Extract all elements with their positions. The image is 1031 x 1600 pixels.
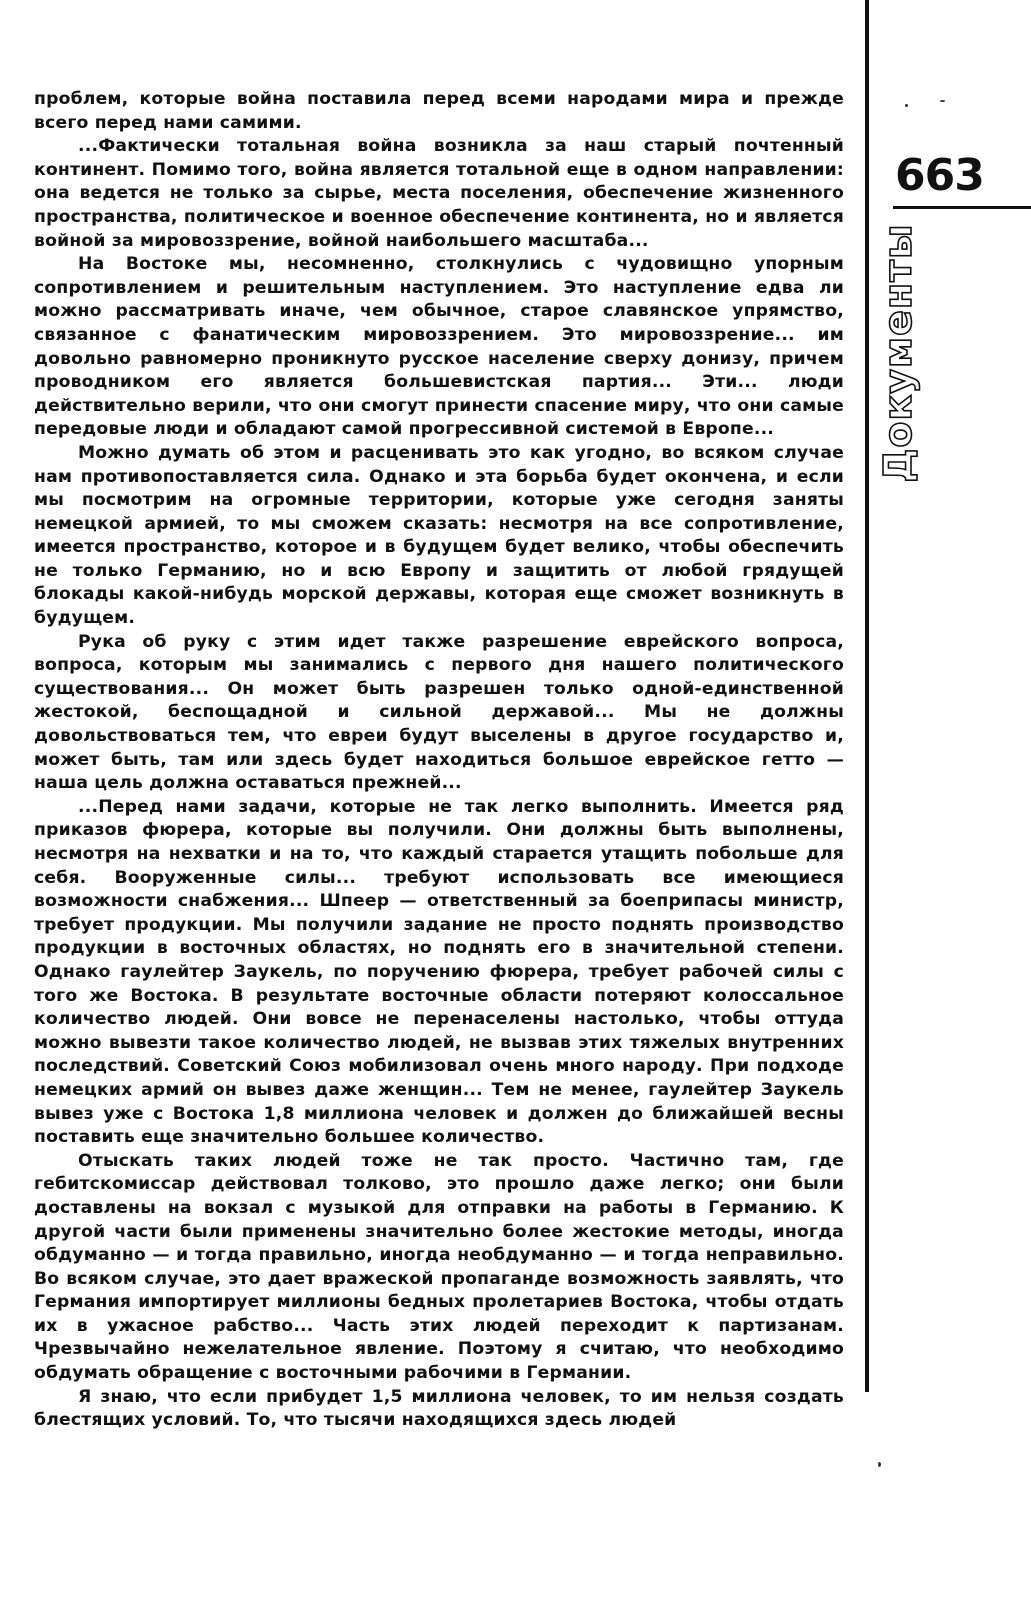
section-label (868, 223, 928, 483)
paragraph: Я знаю, что если прибудет 1,5 миллиона человек, то им нельзя создать блестящих условий. То, что тысячи находящихся здесь людей (34, 1386, 844, 1431)
section-label-text: Документы (876, 223, 920, 483)
page-number: 663 (895, 150, 984, 201)
paragraph: ...Фактически тотальная война возникла за наш старый почтенный континент. Помимо того, война является тотальной еще в одном направлении: она ведется не только за сырье, места поселения, обеспечение жизненного пространства, политическое и военное обеспечение континента, но и является войной за мировоззрение, войной наибольшего масштаба... (34, 136, 844, 251)
paragraph: Можно думать об этом и расценивать это как угодно, во всяком случае нам противопоставляется сила. Однако и эта борьба будет окончена, и если мы посмотрим на огромные территории, которые уже сегодня заняты немецкой армией, то мы сможем сказать: несмотря на все сопротивление, имеется пространство, которое и в будущем будет велико, чтобы обеспечить не только Германию, но и всю Европу и защитить от любой грядущей блокады какой-нибудь морской державы, которая еще сможет возникнуть в будущем. (34, 442, 844, 629)
paragraph: Отыскать таких людей тоже не так просто. Частично там, где гебитскомиссар действовал толково, это прошло даже легко; они были доставлены на вокзал с музыкой для отправки на работы в Германию. К другой части были применены значительно более жестокие методы, иногда обдуманно — и тогда правильно, иногда необдуманно — и тогда неправильно. Во всяком случае, это дает вражеской пропаганде возможность заявлять, что Германия импортирует миллионы бедных пролетариев Востока, чтобы отдать их в ужасное рабство... Часть этих людей переходит к партизанам. Чрезвычайно нежелательное явление. Поэтому я считаю, что необходимо обдумать обращение с восточными рабочими в Германии. (34, 1150, 844, 1384)
paragraph: Рука об руку с этим идет также разрешение еврейского вопроса, вопроса, которым мы занимались с первого дня нашего политического существования... Он может быть разрешен только одной-единственной жестокой, беспощадной и сильной державой... Мы не должны довольствоваться тем, что евреи будут выселены в другое государство и, может быть, там или здесь будет находиться большое еврейское гетто — наша цель должна оставаться прежней... (34, 631, 844, 794)
print-speck (878, 1462, 881, 1467)
page-number-rule (893, 206, 1031, 209)
print-speck (940, 100, 945, 102)
paragraph: проблем, которые война поставила перед всеми народами мира и прежде всего перед нами самими. (34, 89, 844, 133)
paragraph: На Востоке мы, несомненно, столкнулись с чудовищно упорным сопротивлением и решительным наступлением. Это наступление едва ли можно рассматривать иначе, чем обычное, старое славянское упрямство, связанное с фанатическим мировоззрением. Это мировоззрение... им довольно равномерно проникнуто русское население сверху донизу, причем проводником его является большевистская партия... Эти... люди действительно верили, что они смогут принести спасение миру, что они самые передовые люди и обладают самой прогрессивной системой в Европе... (34, 254, 844, 440)
margin-vertical-rule (865, 0, 869, 1392)
print-speck (905, 104, 908, 107)
document-body (34, 88, 844, 1433)
paragraph: ...Перед нами задачи, которые не так легко выполнить. Имеется ряд приказов фюрера, которые вы получили. Они должны быть выполнены, несмотря на нехватки и на то, что каждый старается утащить побольше для себя. Вооруженные силы... требуют использовать все имеющиеся возможности снабжения... Шпеер — ответственный за боеприпасы министр, требует продукции. Мы получили задание не просто поднять производство продукции в восточных областях, но поднять его в значительной степени. Однако гаулейтер Заукель, по поручению фюрера, требует рабочей силы с того же Востока. В результате восточные области потеряют колоссальное количество людей. Они вовсе не перенаселены настолько, чтобы оттуда можно вывезти такое количество людей, не вызвав этих тяжелых внутренних последствий. Советский Союз мобилизовал очень много народу. При подходе немецких армий он вывез даже женщин... Тем не менее, гаулейтер Заукель вывез уже с Востока 1,8 миллиона человек и должен до ближайшей весны поставить еще значительно большее количество. (34, 796, 844, 1148)
